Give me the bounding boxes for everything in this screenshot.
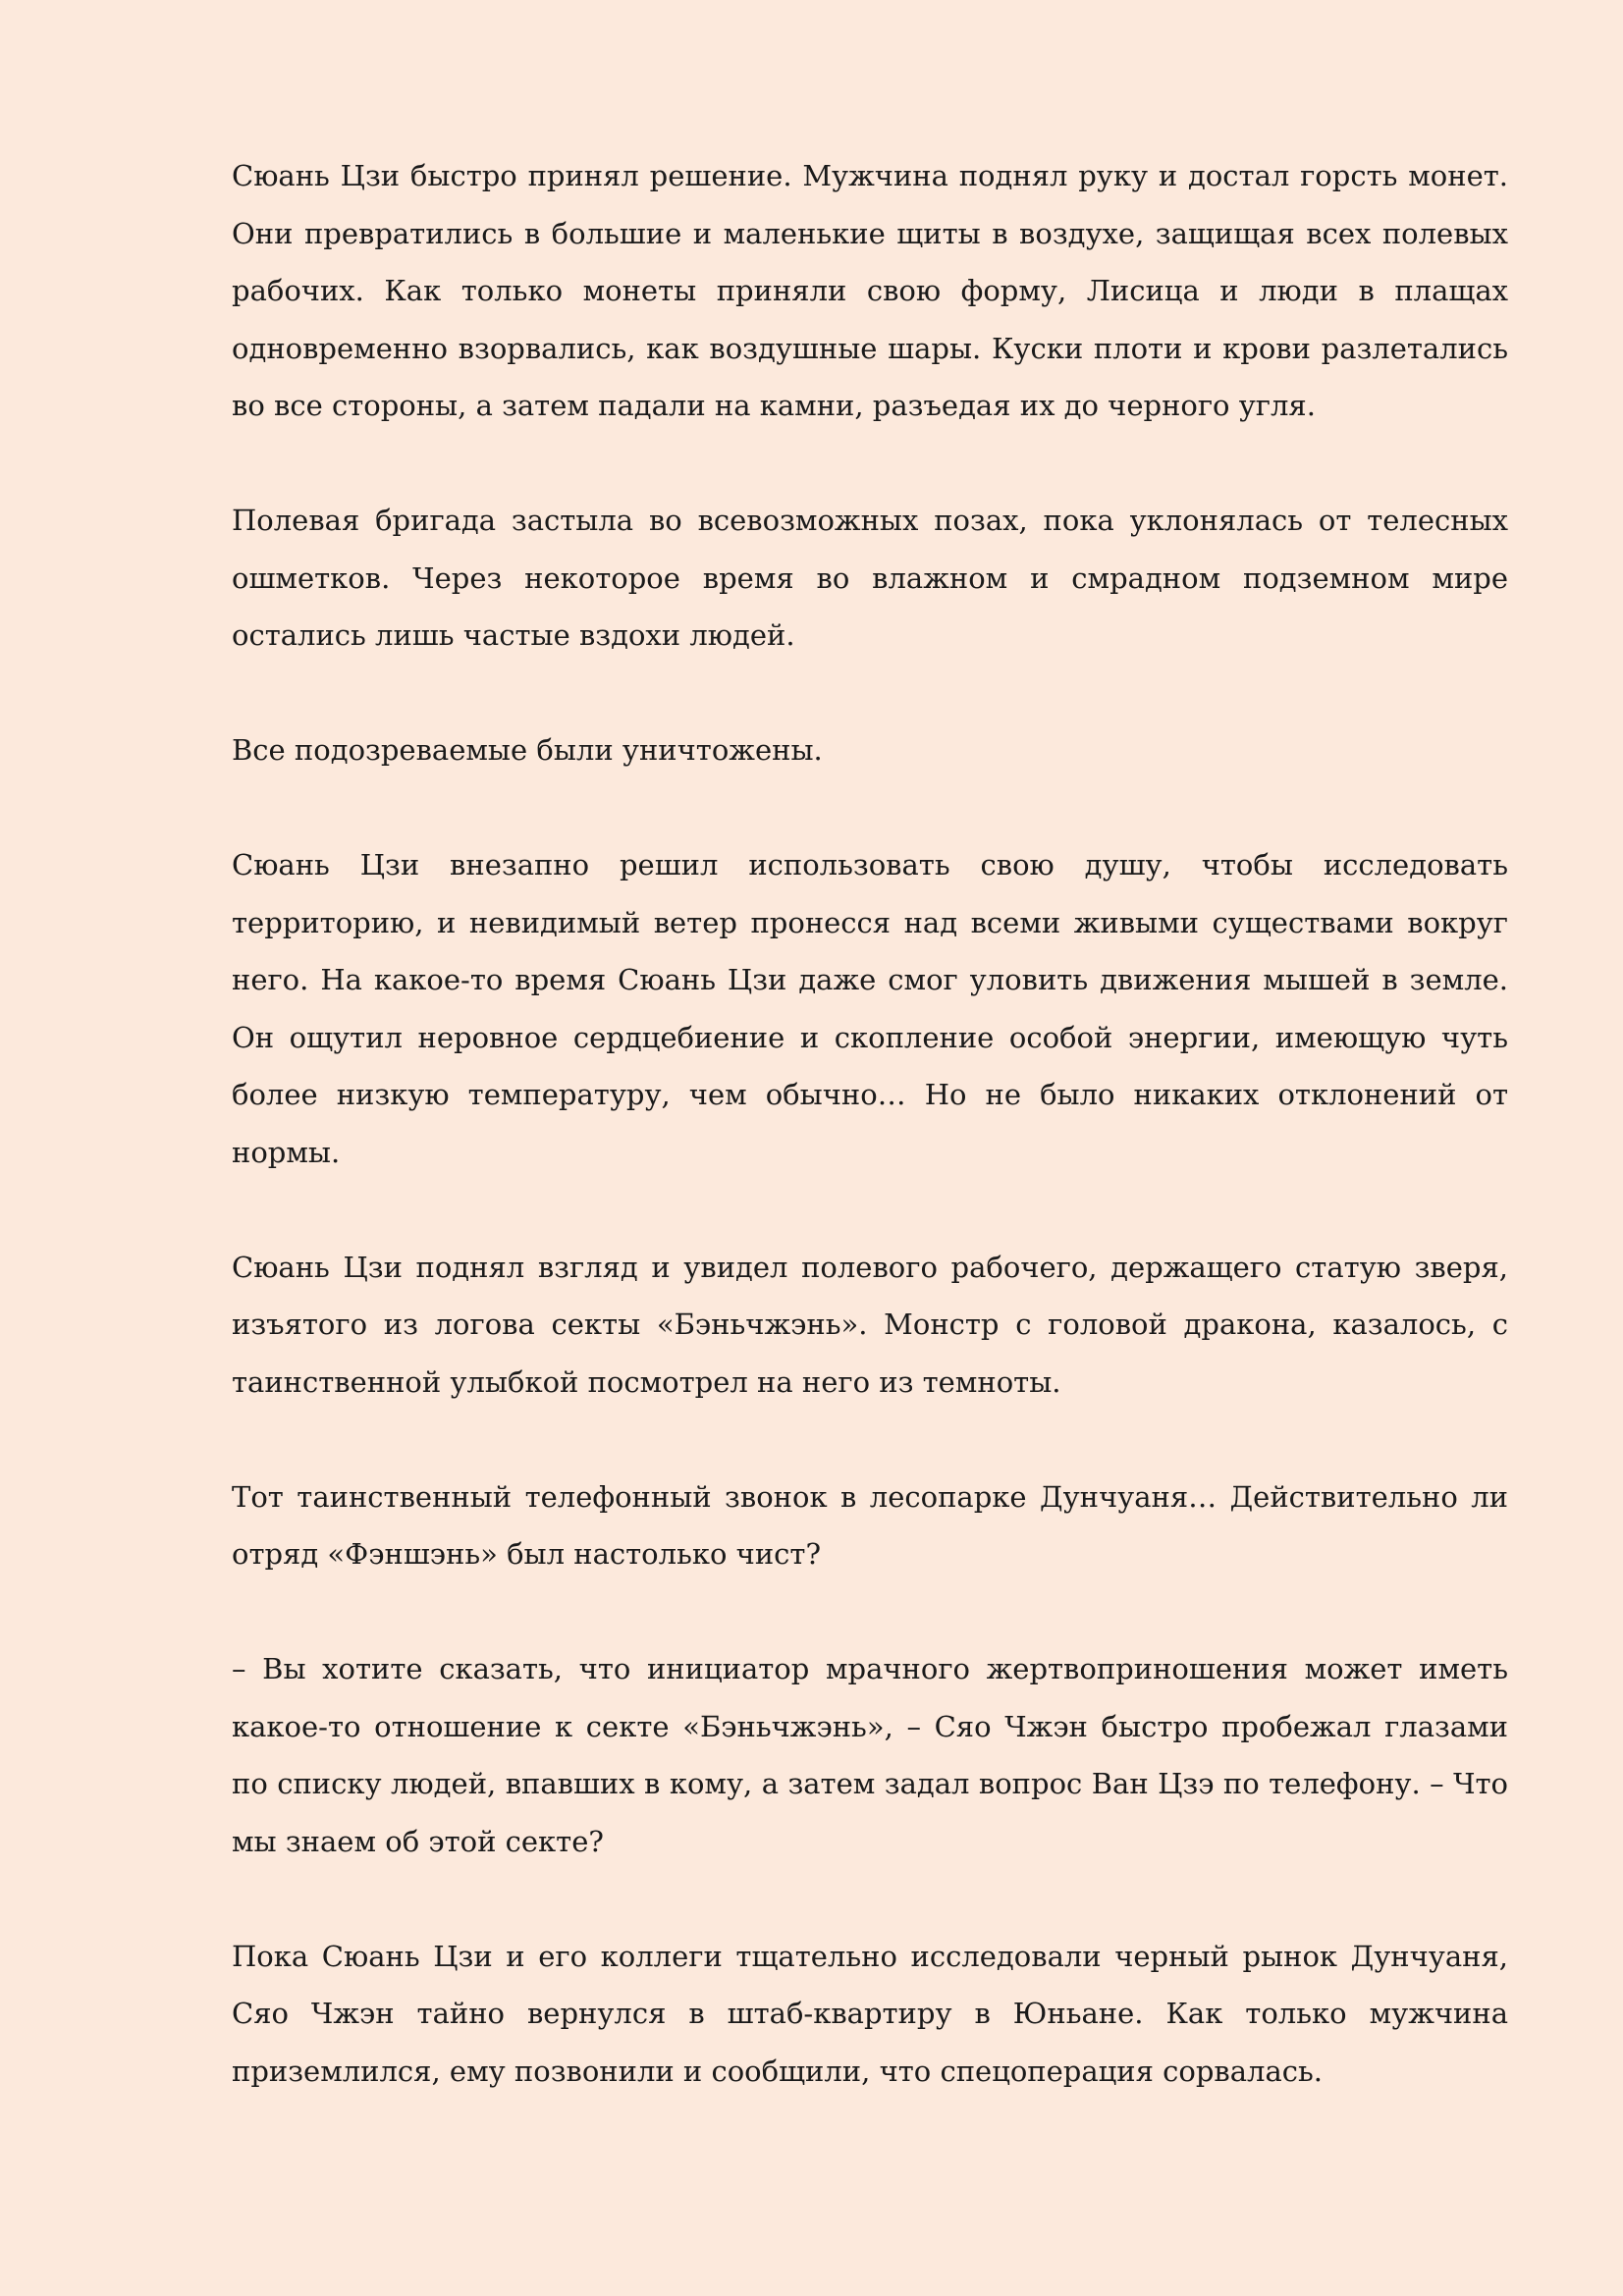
document-page <box>232 147 1508 2100</box>
paragraph: Все подозреваемые были уничтожены. <box>232 733 823 767</box>
paragraph: Тот таинственный телефонный звонок в лесопарке Дунчуаня… Действительно ли отряд «Фэншэнь» был настолько чист? <box>232 1479 1508 1571</box>
paragraph: Полевая бригада застыла во всевозможных позах, пока уклонялась от телесных ошметков. Через некоторое время во влажном и смрадном подземном мире остались лишь частые вздохи людей. <box>232 504 1508 652</box>
paragraph: – Вы хотите сказать, что инициатор мрачного жертвоприношения может иметь какое-то отношение к секте «Бэньчжэнь», – Сяо Чжэн быстро пробежал глазами по списку людей, впавших в кому, а затем задал вопрос Ван Цзэ по телефону. – Что мы знаем об этой секте? <box>232 1652 1508 1858</box>
paragraph: Сюань Цзи внезапно решил использовать свою душу, чтобы исследовать территорию, и невидимый ветер пронесся над всеми живыми существами вокруг него. На какое-то время Сюань Цзи даже смог уловить движения мышей в земле. Он ощутил неровное сердцебиение и скопление особой энергии, имеющую чуть более низкую температуру, чем обычно… Но не было никаких отклонений от нормы. <box>232 848 1508 1169</box>
paragraph: Пока Сюань Цзи и его коллеги тщательно исследовали черный рынок Дунчуаня, Сяо Чжэн тайно вернулся в штаб-квартиру в Юньане. Как только мужчина приземлился, ему позвонили и сообщили, что спецоперация сорвалась. <box>232 1939 1508 2088</box>
paragraph: Сюань Цзи быстро принял решение. Мужчина поднял руку и достал горсть монет. Они превратились в большие и маленькие щиты в воздухе, защищая всех полевых рабочих. Как только монеты приняли свою форму, Лисица и люди в плащах одновременно взорвались, как воздушные шары. Куски плоти и крови разлетались во все стороны, а затем падали на камни, разъедая их до черного угля. <box>232 159 1508 422</box>
paragraph: Сюань Цзи поднял взгляд и увидел полевого рабочего, держащего статую зверя, изъятого из логова секты «Бэньчжэнь». Монстр с головой дракона, казалось, с таинственной улыбкой посмотрел на него из темноты. <box>232 1250 1508 1399</box>
